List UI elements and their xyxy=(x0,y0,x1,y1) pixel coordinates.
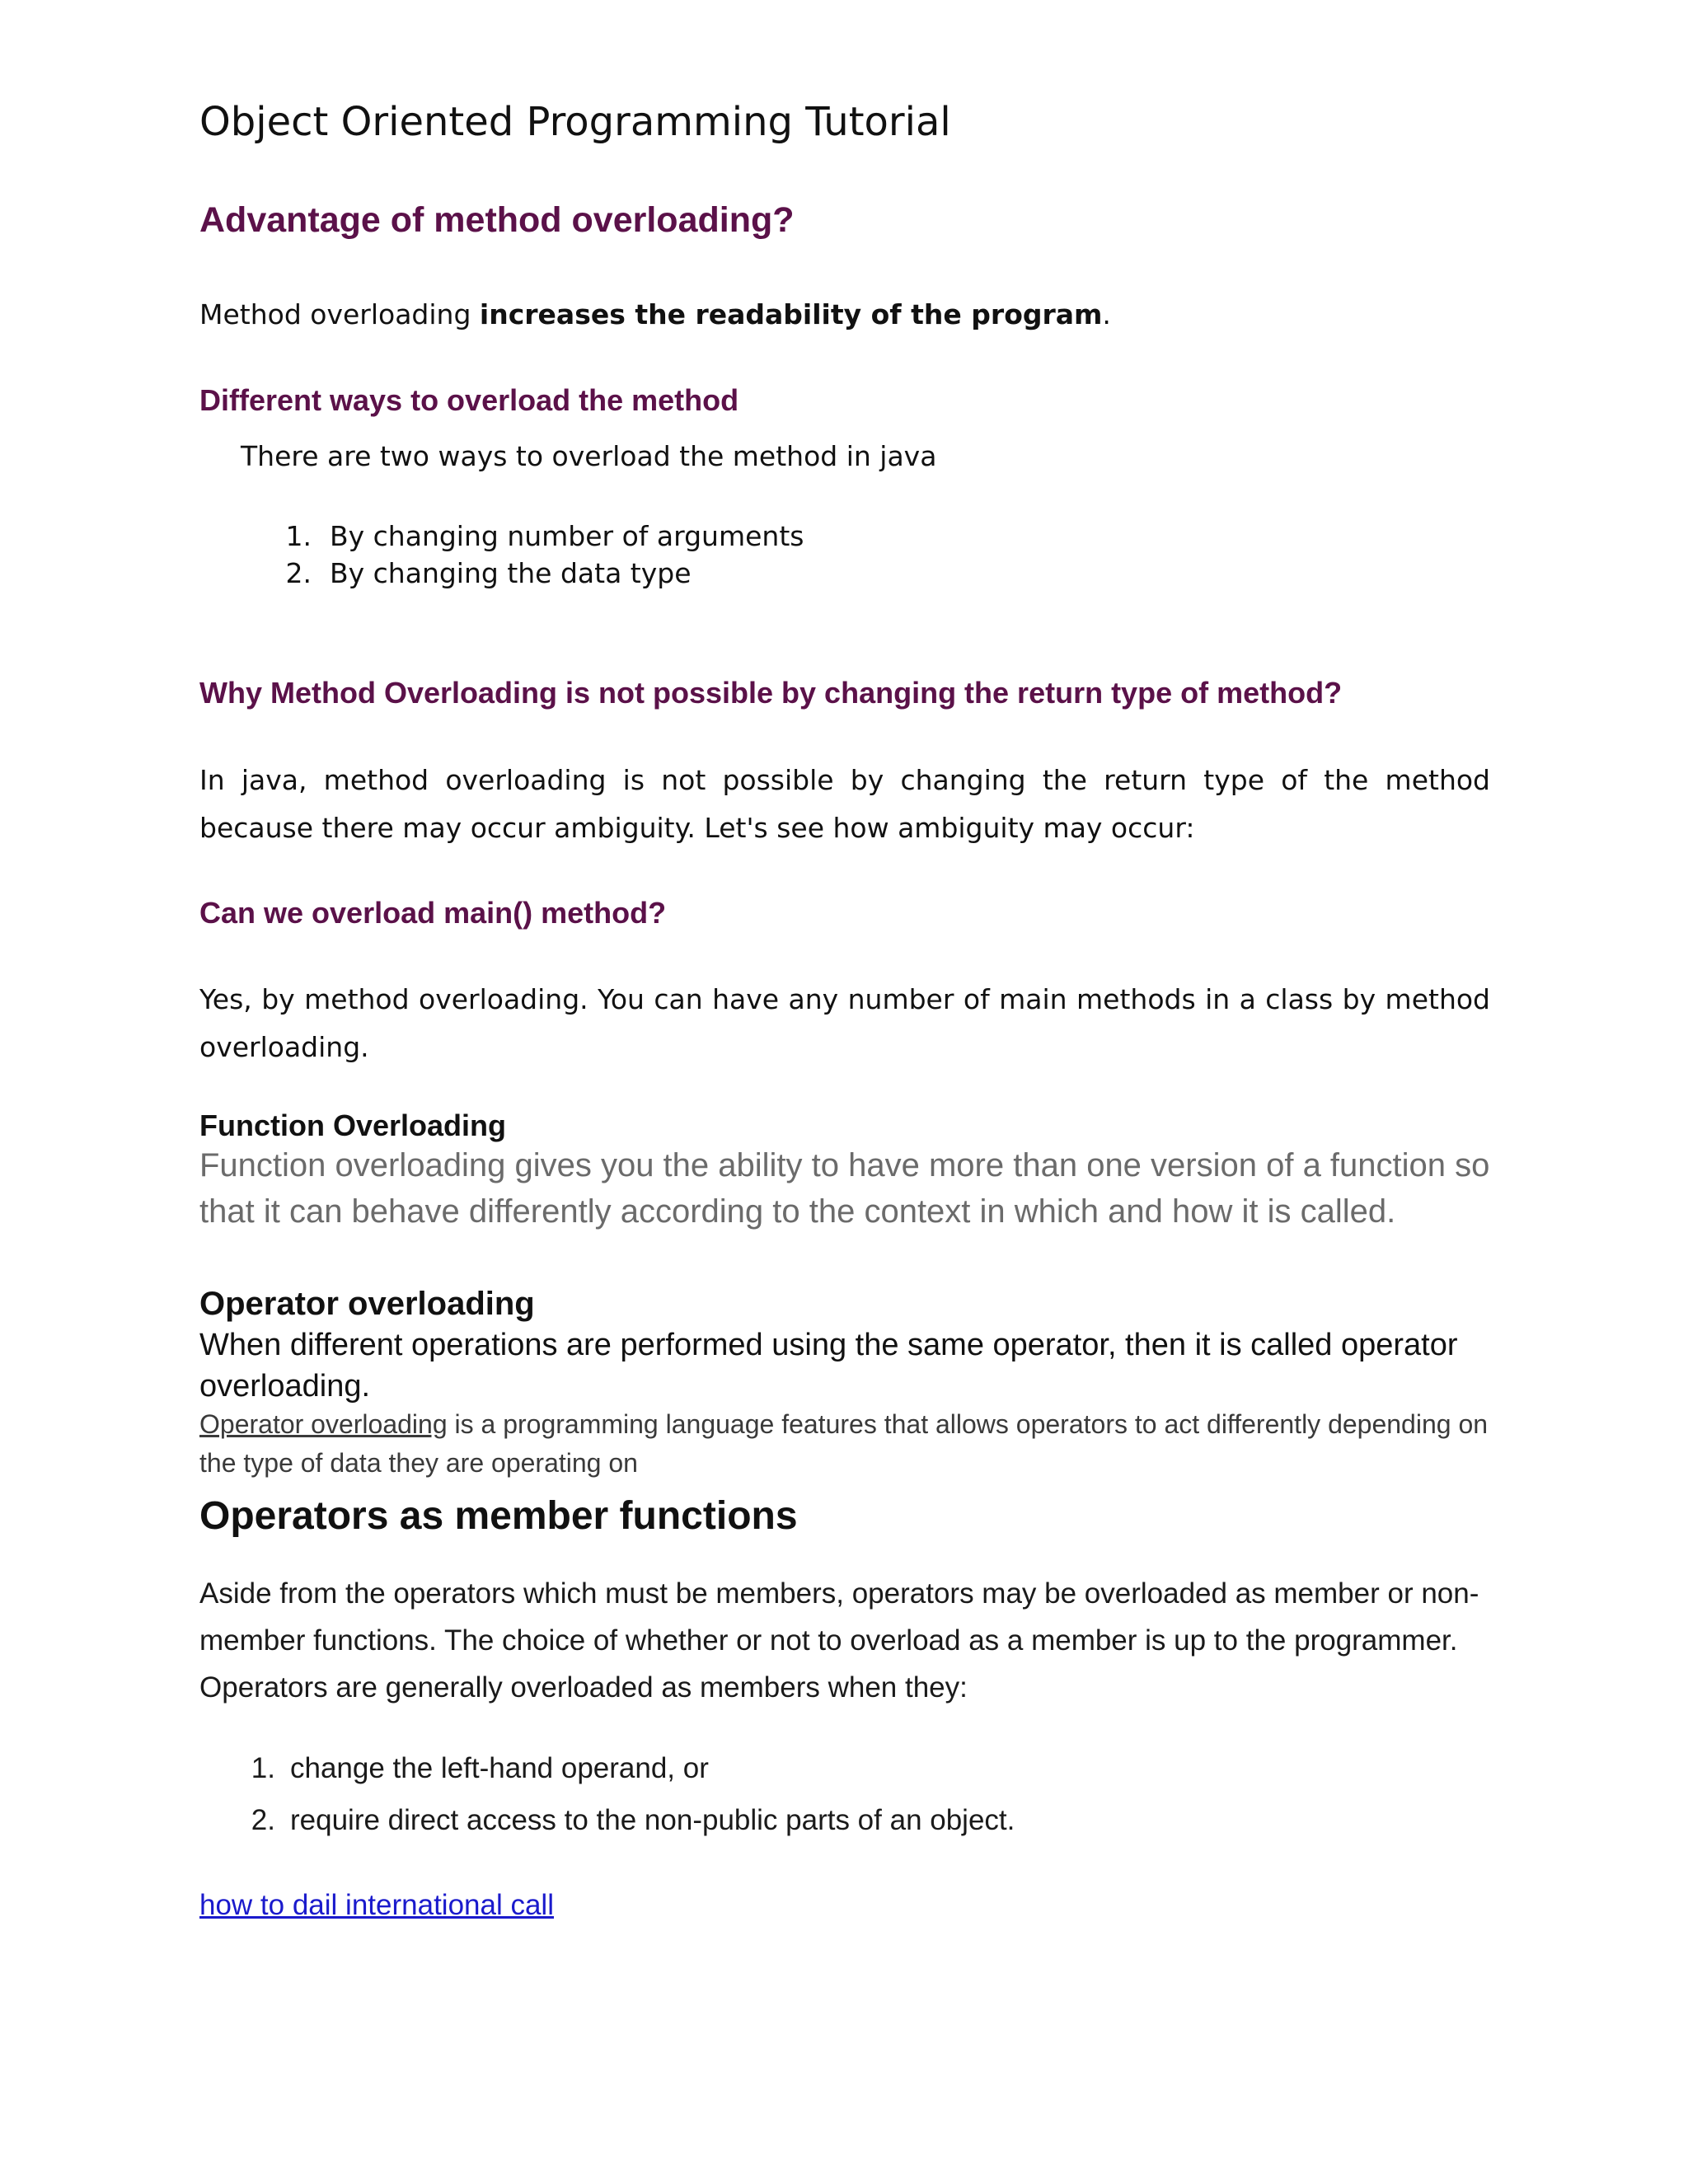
ways-intro: There are two ways to overload the method in java xyxy=(241,440,937,472)
operator-overloading-text: When different operations are performed using the same operator, then it is called operator overloading. xyxy=(199,1328,1458,1404)
member-functions-text: Aside from the operators which must be members, operators may be overloaded as member or non-member functions. The choice of whether or not to overload as a member is up to the programmer. Operators are generally overloaded as members when they: xyxy=(199,1577,1479,1704)
international-call-link[interactable]: how to dail international call xyxy=(199,1889,554,1921)
advantage-heading: Advantage of method overloading? xyxy=(199,200,795,240)
document-title: Object Oriented Programming Tutorial xyxy=(199,99,951,145)
function-overloading-heading: Function Overloading xyxy=(199,1108,507,1142)
advantage-text-prefix: Method overloading xyxy=(199,298,480,330)
list-item-text: By changing the data type xyxy=(330,557,692,589)
operator-overloading-heading: Operator overloading xyxy=(199,1286,535,1322)
advantage-text-suffix: . xyxy=(1102,298,1111,330)
list-item-text: require direct access to the non-public parts of an object. xyxy=(290,1804,1015,1836)
list-item-text: By changing number of arguments xyxy=(330,520,804,552)
advantage-text-bold: increases the readability of the program xyxy=(479,298,1103,330)
operator-overloading-definition xyxy=(199,1405,1490,1483)
ways-list-item xyxy=(279,520,804,552)
operator-overloading-def-text: is a programming language features that allows operators to act differently depending on the type of data they are operating on xyxy=(199,1409,1489,1478)
member-functions-list-item xyxy=(239,1804,1015,1837)
member-functions-list-item xyxy=(239,1752,709,1785)
ways-heading: Different ways to overload the method xyxy=(199,383,739,417)
advantage-text xyxy=(199,298,1111,330)
main-method-text: Yes, by method overloading. You can have any number of main methods in a class by method overloading. xyxy=(199,983,1490,1063)
member-functions-heading: Operators as member functions xyxy=(199,1494,798,1538)
operator-overloading-term[interactable]: Operator overloading xyxy=(199,1409,448,1439)
list-item-number: 2. xyxy=(285,557,312,589)
footer-link-container xyxy=(199,1889,554,1922)
return-type-heading: Why Method Overloading is not possible by changing the return type of method? xyxy=(199,676,1343,710)
list-item-text: change the left-hand operand, or xyxy=(290,1752,709,1784)
list-item-number: 1. xyxy=(285,520,312,552)
list-item-number: 2. xyxy=(251,1804,275,1836)
main-method-heading: Can we overload main() method? xyxy=(199,896,667,930)
list-item-number: 1. xyxy=(251,1752,275,1784)
function-overloading-text: Function overloading gives you the ability to have more than one version of a function so that it can behave differently according to the context in which and how it is called. xyxy=(199,1147,1490,1230)
ways-list-item xyxy=(279,557,692,589)
return-type-text: In java, method overloading is not possible by changing the return type of the method because there may occur ambiguity. Let's see how ambiguity may occur: xyxy=(199,764,1490,844)
